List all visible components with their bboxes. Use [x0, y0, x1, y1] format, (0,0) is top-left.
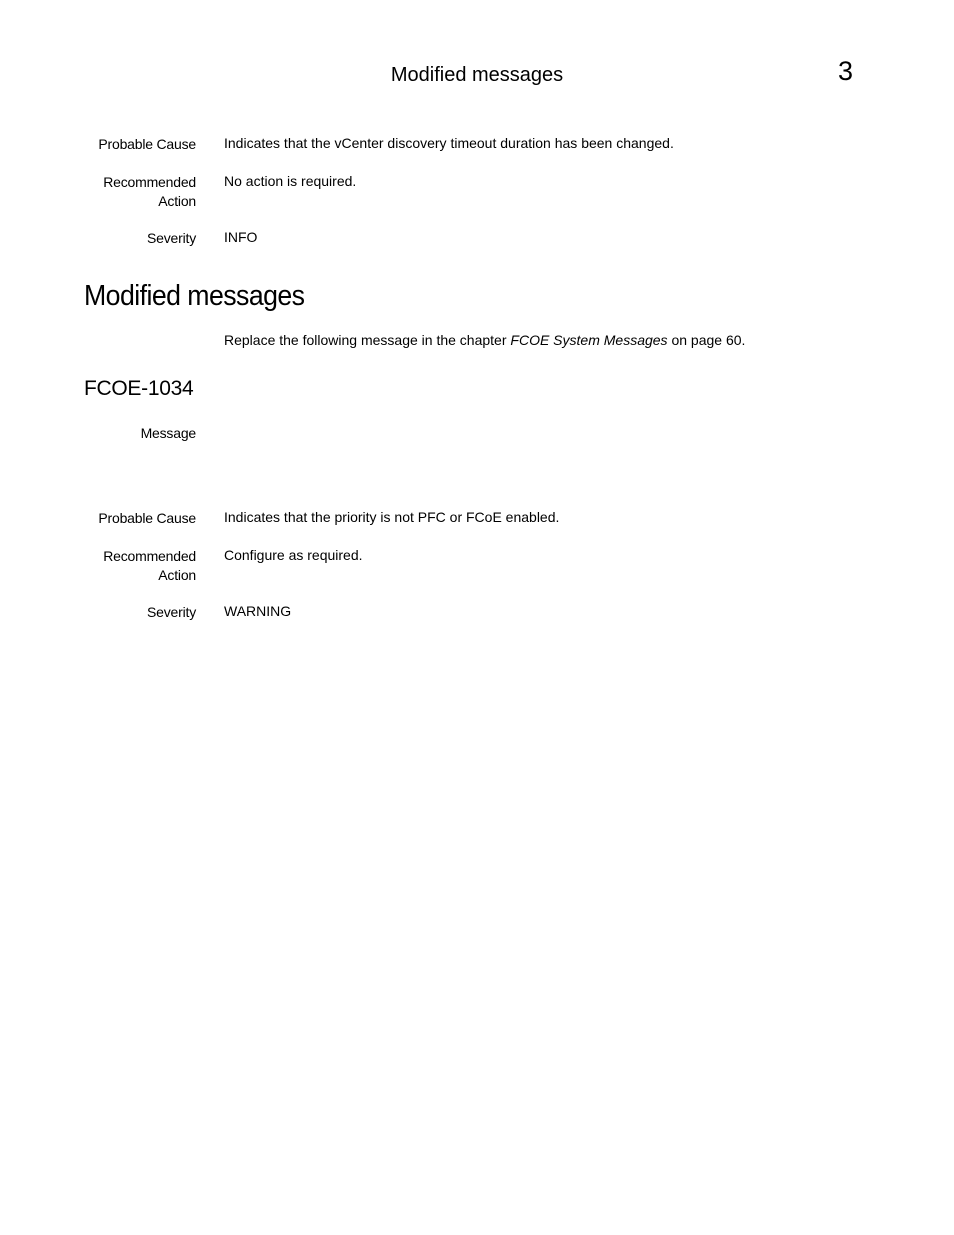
recommended-action-label-line1: Recommended: [103, 174, 196, 190]
severity-value: WARNING: [224, 603, 292, 619]
probable-cause-label: Probable Cause: [98, 136, 196, 152]
probable-cause-label: Probable Cause: [98, 510, 196, 526]
section-intro: [224, 331, 745, 350]
probable-cause-value: Indicates that the vCenter discovery timeout duration has been changed.: [224, 135, 674, 151]
probable-cause-value: Indicates that the priority is not PFC or FCoE enabled.: [224, 509, 560, 525]
intro-suffix: on page 60.: [667, 332, 746, 348]
recommended-action-label-line2: Action: [158, 193, 196, 209]
severity-label: Severity: [147, 230, 196, 246]
recommended-action-value: No action is required.: [224, 173, 357, 189]
intro-chapter-link: FCOE System Messages: [510, 332, 668, 348]
recommended-action-label-line2: Action: [158, 567, 196, 583]
fcoe-1034-title: FCOE-1034: [84, 377, 194, 400]
running-header-title: Modified messages: [390, 64, 564, 86]
recommended-action-label: [84, 547, 196, 585]
intro-prefix: Replace the following message in the chapter: [224, 332, 511, 348]
recommended-action-label-line1: Recommended: [103, 548, 196, 564]
severity-label: Severity: [147, 604, 196, 620]
recommended-action-label: [84, 173, 196, 211]
message-label: Message: [140, 425, 196, 441]
recommended-action-value: Configure as required.: [224, 547, 363, 563]
section-title: Modified messages: [84, 280, 305, 312]
chapter-number: 3: [838, 56, 854, 86]
severity-value: INFO: [224, 229, 258, 245]
